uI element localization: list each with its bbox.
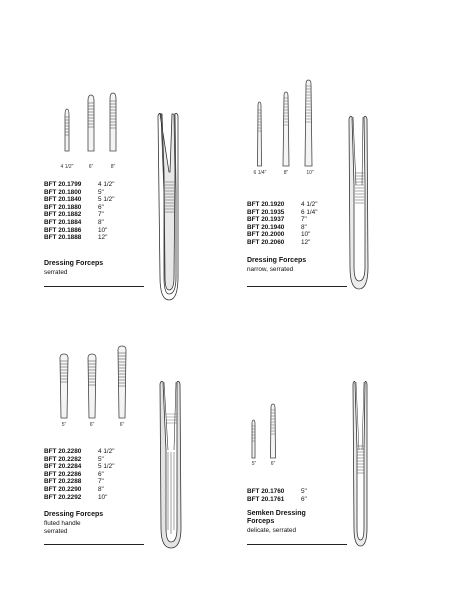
product-code-row (44, 189, 114, 197)
product-panel-2 (230, 0, 460, 300)
product-title: Dressing Forceps (247, 257, 307, 264)
product-code-row (247, 231, 317, 239)
product-code: BFT 20.2292 (44, 493, 82, 501)
product-code-row (44, 463, 114, 471)
product-code-row (44, 448, 114, 456)
product-code-row (44, 211, 114, 219)
product-title: Dressing Forceps (44, 511, 104, 518)
product-size: 6" (98, 470, 104, 478)
product-code: BFT 20.1882 (44, 211, 82, 219)
product-panel-4 (230, 300, 460, 600)
product-code: BFT 20.1800 (44, 188, 82, 196)
product-size: 4 1/2" (98, 181, 115, 188)
tip-label: 6" (88, 164, 94, 170)
forceps-tip-1 (65, 109, 69, 151)
product-code: BFT 20.1935 (247, 208, 285, 216)
tip-label: 8" (283, 170, 289, 176)
product-code: BFT 20.1940 (247, 223, 285, 231)
forceps-tip-2 (88, 354, 96, 418)
product-code: BFT 20.2280 (44, 448, 82, 455)
product-code-list (44, 181, 114, 242)
product-code-row (44, 227, 114, 235)
forceps-tip-2 (271, 404, 276, 458)
product-title: Dressing Forceps (44, 260, 104, 267)
product-code-row (247, 496, 307, 504)
product-size: 6" (98, 203, 104, 211)
product-code-row (44, 471, 114, 479)
product-code: BFT 20.1920 (247, 201, 285, 208)
product-code-row (44, 196, 114, 204)
product-code: BFT 20.1880 (44, 203, 82, 211)
divider (247, 544, 347, 545)
forceps-tip-3 (118, 346, 126, 418)
product-size: 6 1/4" (301, 208, 318, 216)
product-size: 5 1/2" (98, 463, 115, 471)
forceps-tip-illustrations (60, 95, 120, 165)
product-code-row (247, 209, 317, 217)
tip-label: 4 1/2" (60, 164, 74, 170)
product-code-list (247, 488, 307, 503)
product-code: BFT 20.2282 (44, 455, 82, 463)
product-code: BFT 20.2290 (44, 485, 82, 493)
product-size: 5 1/2" (98, 196, 115, 204)
tip-label: 6" (270, 461, 276, 467)
forceps-illustration (150, 112, 180, 302)
divider (44, 286, 144, 287)
product-size: 7" (98, 211, 104, 219)
product-size: 6" (301, 495, 307, 503)
product-code: BFT 20.1840 (44, 196, 82, 204)
product-size: 12" (301, 238, 311, 246)
forceps-tip-1 (252, 420, 255, 458)
product-code-row (44, 219, 114, 227)
product-size: 5" (301, 488, 307, 495)
product-code-row (44, 234, 114, 242)
product-size: 10" (98, 493, 108, 501)
product-size: 5" (98, 188, 104, 196)
product-code-row (44, 478, 114, 486)
product-panel-3 (0, 300, 230, 600)
tip-label: 6 1/4" (253, 170, 267, 176)
product-size: 12" (98, 234, 108, 242)
product-code: BFT 20.2000 (247, 231, 285, 239)
forceps-tip-1 (60, 354, 68, 418)
product-code: BFT 20.2284 (44, 463, 82, 471)
forceps-tip-3 (110, 93, 116, 151)
product-size: 7" (98, 478, 104, 486)
forceps-illustration (152, 380, 184, 550)
product-title: Semken Dressing (247, 510, 306, 517)
product-code-row (44, 181, 114, 189)
product-size: 8" (301, 223, 307, 231)
product-subtitle: fluted handle (44, 520, 81, 527)
product-subtitle: delicate, serrated (247, 527, 297, 534)
product-title-2: Forceps (247, 518, 275, 525)
product-size: 8" (98, 485, 104, 493)
product-size: 4 1/2" (301, 201, 318, 208)
product-code-list (247, 201, 317, 247)
product-size: 4 1/2" (98, 448, 115, 455)
forceps-tip-3 (305, 80, 312, 166)
divider (247, 286, 347, 287)
tip-label: 8" (110, 164, 116, 170)
product-code: BFT 20.1761 (247, 495, 285, 503)
forceps-tip-2 (283, 92, 289, 166)
product-code-row (44, 204, 114, 212)
product-code: BFT 20.2288 (44, 478, 82, 486)
tip-label: 6" (119, 422, 125, 428)
product-code: BFT 20.1888 (44, 234, 82, 242)
product-size: 7" (301, 216, 307, 224)
product-code: BFT 20.1884 (44, 218, 82, 226)
product-size: 10" (301, 231, 311, 239)
divider (44, 544, 144, 545)
product-code-list (44, 448, 114, 501)
product-code: BFT 20.2060 (247, 238, 285, 246)
product-size: 8" (98, 218, 104, 226)
tip-label: 5" (251, 461, 257, 467)
forceps-tip-illustrations (55, 344, 135, 424)
product-code: BFT 20.1937 (247, 216, 285, 224)
tip-label: 5" (61, 422, 67, 428)
product-code: BFT 20.1799 (44, 181, 82, 188)
forceps-tip-illustrations (252, 80, 322, 170)
tip-label: 6" (89, 422, 95, 428)
product-code-row (44, 486, 114, 494)
product-code-row (247, 488, 307, 496)
forceps-tip-1 (258, 102, 262, 166)
forceps-illustration (342, 380, 372, 548)
product-subtitle-2: serrated (44, 528, 68, 535)
product-code-row (44, 494, 114, 502)
product-size: 10" (98, 226, 108, 234)
product-code: BFT 20.1886 (44, 226, 82, 234)
product-code: BFT 20.2286 (44, 470, 82, 478)
product-size: 5" (98, 455, 104, 463)
tip-label: 10" (306, 170, 314, 176)
product-panel-1 (0, 0, 230, 300)
forceps-tip-illustrations (246, 400, 286, 460)
forceps-illustration (340, 115, 370, 290)
product-subtitle: serrated (44, 269, 68, 276)
product-subtitle: narrow, serrated (247, 266, 294, 273)
product-code-row (247, 239, 317, 247)
product-code-row (247, 201, 317, 209)
forceps-tip-2 (88, 95, 94, 151)
product-code: BFT 20.1760 (247, 488, 285, 495)
product-code-row (247, 216, 317, 224)
product-code-row (44, 456, 114, 464)
product-code-row (247, 224, 317, 232)
